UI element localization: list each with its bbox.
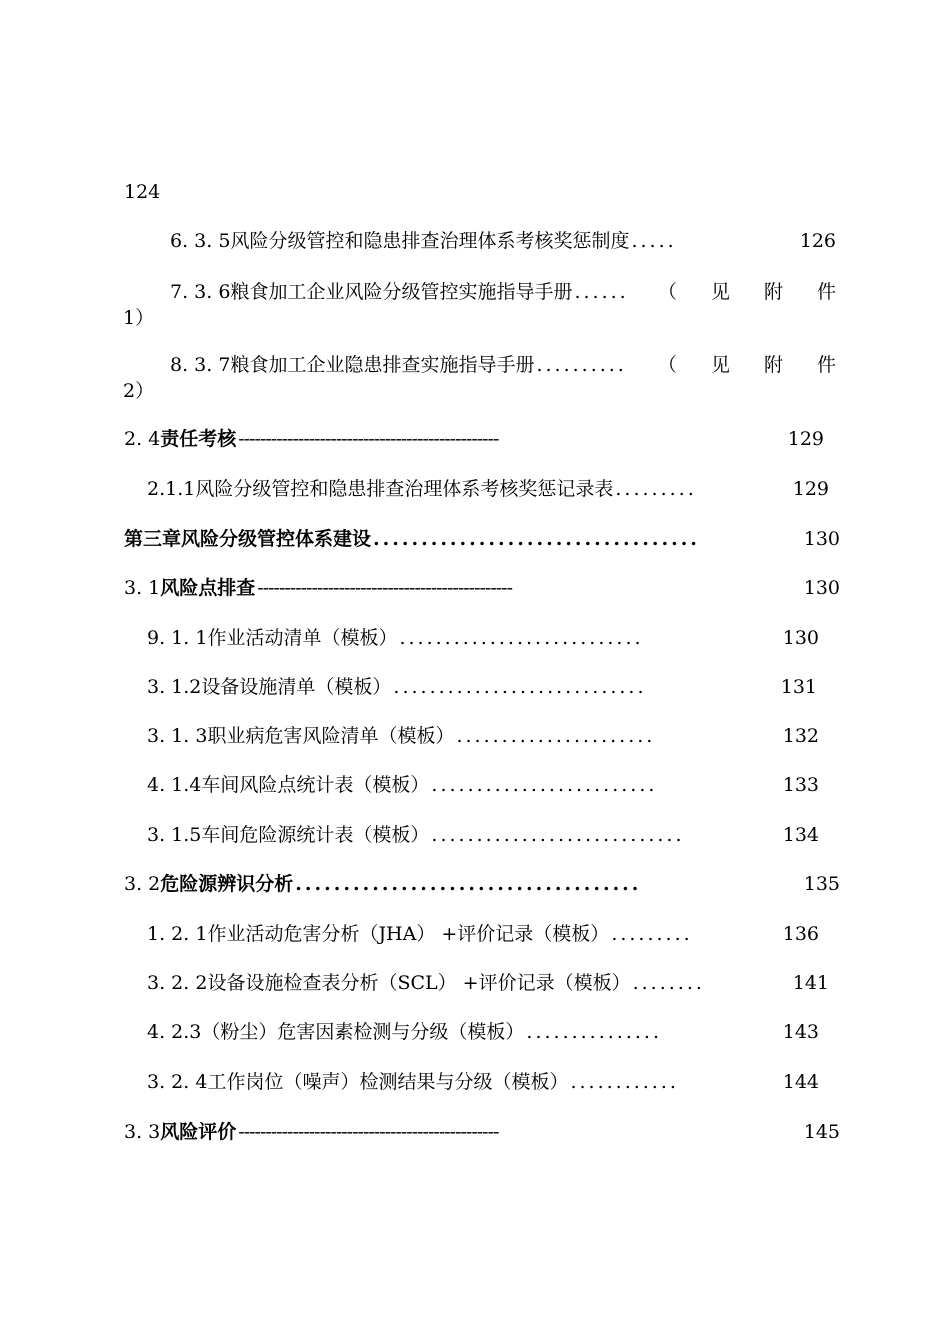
toc-entry-title: 车间危险源统计表（模板） [201,824,430,846]
toc-entry-title: 设备设施清单（模板） [201,676,392,698]
toc-entry[interactable] [147,971,829,995]
toc-entry-number: 3. 1.5 [147,824,202,846]
toc-entry-title: 风险点排查 [160,577,256,599]
toc-page-number: 124 [124,181,161,203]
toc-entry-number: 6. 3. 5 [170,230,231,252]
toc-entry[interactable] [123,280,850,329]
toc-entry-page: 135 [803,873,840,895]
toc-entry-page: 126 [799,230,836,252]
toc-entry[interactable] [124,872,840,896]
toc-entry-title: 工作岗位（噪声）检测结果与分级（模板） [207,1071,569,1093]
toc-entry-page: 131 [780,676,817,698]
toc-entry-title: 责任考核 [160,428,237,450]
toc-entry-number: 1. 2. 1 [147,923,208,945]
toc-entry-number: 3. 1. 3 [147,725,208,747]
toc-entry[interactable] [170,229,836,253]
toc-entry-leader: ...................... [456,725,656,747]
toc-entry-continuation: 1） [123,307,155,329]
toc-entry-title: （粉尘）危害因素检测与分级（模板） [201,1021,525,1043]
toc-entry-number: 4. 2.3 [147,1021,202,1043]
toc-entry-title: 职业病危害风险清单（模板） [207,725,455,747]
toc-entry[interactable] [124,1120,840,1144]
toc-entry-title: 风险分级管控和隐患排查治理体系考核奖惩记录表 [195,478,614,500]
toc-entry-page: 144 [782,1071,819,1093]
toc-entry-leader: ............... [526,1021,662,1043]
toc-entry-number: 8. 3. 7 [170,354,231,376]
toc-entry[interactable] [124,576,840,600]
toc-entry[interactable] [147,823,819,847]
toc-page-number-carryover [124,180,160,204]
toc-entry-page: 136 [782,923,819,945]
toc-entry-page: 130 [803,577,840,599]
toc-entry-leader: ............................ [393,676,647,698]
toc-entry-number: 3. 2 [124,873,161,895]
toc-entry-leader: ........ [632,972,705,994]
toc-entry-leader: ------------------------------------------------ [238,428,499,450]
toc-entry-number: 9. 1. 1 [147,627,208,649]
toc-entry-leader: ----------------------------------------------- [257,577,513,599]
toc-entry-page: 132 [782,725,819,747]
toc-entry-leader: ..... [631,230,677,252]
toc-entry-number: 3. 3 [124,1121,161,1143]
toc-entry-continuation: 2） [123,380,155,402]
toc-entry-page: 141 [792,972,829,994]
toc-entry-page: 129 [787,428,824,450]
toc-entry-number: 2. 4 [124,428,161,450]
toc-entry-leader: ............ [570,1071,679,1093]
toc-entry-number: 2.1.1 [147,478,196,500]
toc-entry-leader: .......... [536,354,627,376]
toc-entry-number: 4. 1.4 [147,774,202,796]
toc-entry-page: 130 [782,627,819,649]
toc-entry-leader: ........................... [399,627,644,649]
toc-entry[interactable] [147,922,819,946]
toc-entry-leader: ......... [611,923,693,945]
toc-entry-note: （ 见 附 件 [657,354,850,376]
toc-entry-number: 7. 3. 6 [170,281,231,303]
toc-entry[interactable] [147,724,819,748]
toc-entry-leader: .................................... [295,873,642,895]
toc-entry-number: 3. 1.2 [147,676,202,698]
toc-entry-page: 133 [782,774,819,796]
toc-entry[interactable] [147,477,829,501]
toc-entry-leader: ...... [574,281,629,303]
toc-entry-title: 风险评价 [160,1121,237,1143]
toc-entry[interactable] [147,773,819,797]
toc-entry-number: 3. 2. 2 [147,972,208,994]
toc-entry-leader: .................................. [373,528,700,550]
toc-entry-number: 3. 2. 4 [147,1071,208,1093]
toc-entry-title: 车间风险点统计表（模板） [201,774,430,796]
toc-entry-leader: ------------------------------------------------ [238,1121,499,1143]
toc-entry-page: 145 [803,1121,840,1143]
toc-entry-leader: ......... [615,478,697,500]
toc-entry-title: 设备设施检查表分析（SCL） +评价记录（模板） [207,972,631,994]
toc-entry-note: （ 见 附 件 [657,281,850,303]
toc-entry-title: 风险分级管控和隐患排查治理体系考核奖惩制度 [230,230,630,252]
toc-entry-number: 3. 1 [124,577,161,599]
toc-entry[interactable] [147,626,819,650]
toc-entry[interactable] [147,1070,819,1094]
toc-entry-page: 129 [792,478,829,500]
toc-entry-page: 130 [803,528,840,550]
toc-entry[interactable] [123,353,850,402]
toc-entry-title: 粮食加工企业风险分级管控实施指导手册 [230,281,573,303]
toc-entry-leader: ......................... [431,774,658,796]
toc-entry-title: 作业活动清单（模板） [207,627,398,649]
toc-entry[interactable] [147,1020,819,1044]
toc-entry-title: 粮食加工企业隐患排查实施指导手册 [230,354,535,376]
toc-entry[interactable] [147,675,817,699]
toc-entry[interactable] [124,427,824,451]
toc-entry-page: 134 [782,824,819,846]
toc-entry-page: 143 [782,1021,819,1043]
toc-entry-title: 危险源辨识分析 [160,873,294,895]
toc-chapter-entry[interactable] [124,527,840,551]
toc-entry-title: 第三章风险分级管控体系建设 [124,528,372,550]
toc-entry-title: 作业活动危害分析（JHA） +评价记录（模板） [207,923,610,945]
toc-entry-leader: ............................ [431,824,685,846]
